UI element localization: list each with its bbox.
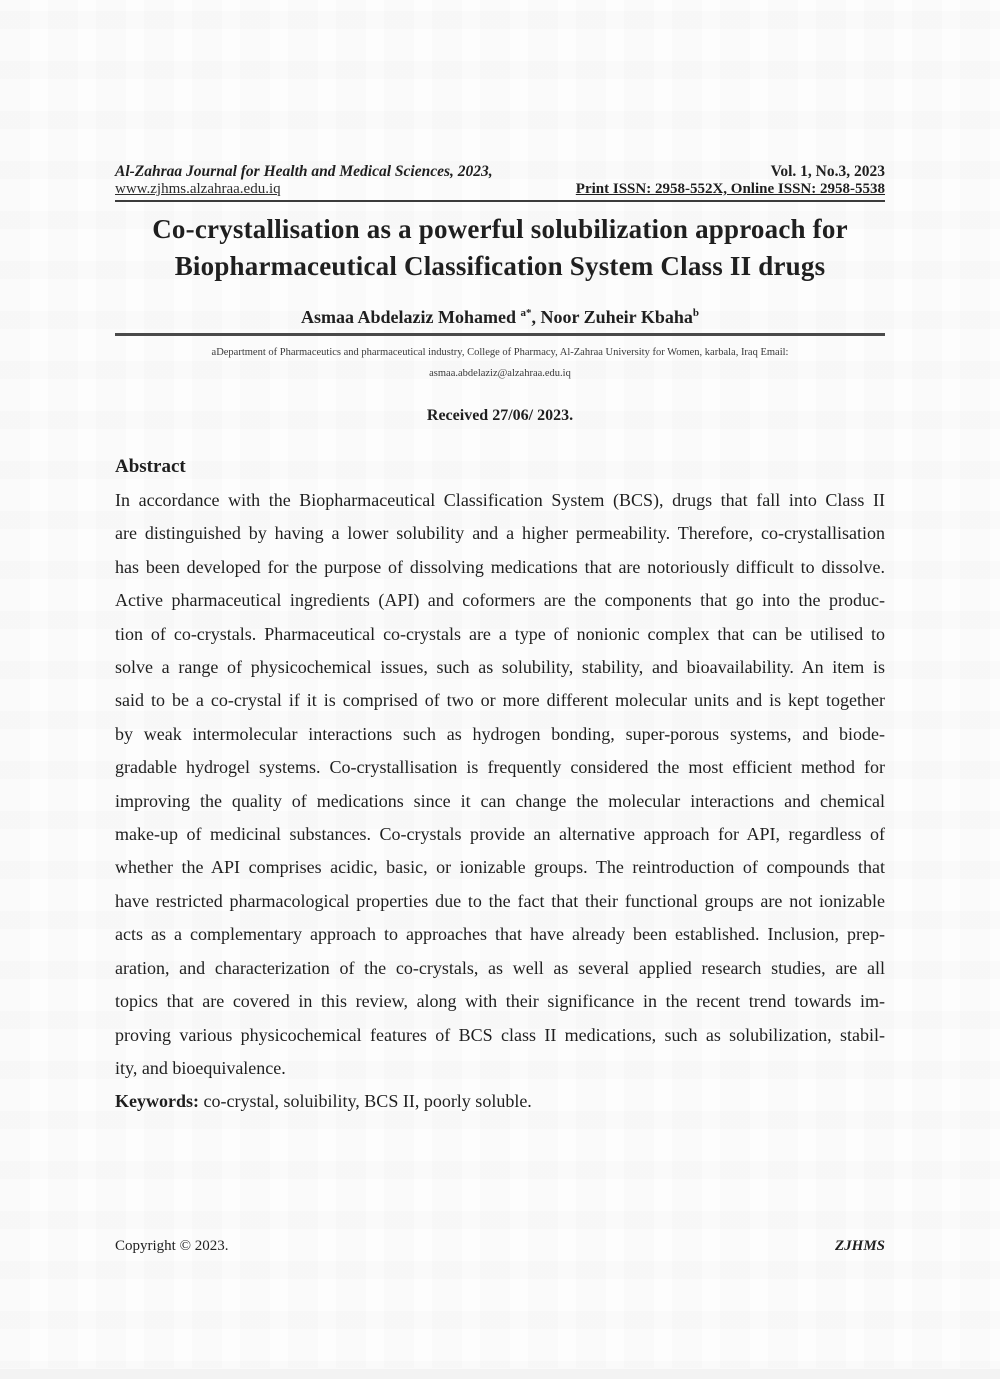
keywords-label: Keywords: [115,1091,199,1112]
article-title-line2: Biopharmaceutical Classification System Class II drugs [174,251,826,281]
article-title-line1: Co-crystallisation as a powerful solubilization approach for [152,214,848,244]
abstract-line: tion of co-crystals. Pharmaceutical co-crystals are a type of nonionic complex that can be utilised to [115,623,885,644]
author-1: Asmaa Abdelaziz Mohamed [301,307,521,327]
article-title [115,211,885,285]
abstract-line: topics that are covered in this review, along with their significance in the recent trend towards im- [115,991,885,1012]
author-1-superscript: a* [520,307,532,319]
abstract-line: gradable hydrogel systems. Co-crystallisation is frequently considered the most efficient method for [115,757,885,778]
journal-name: Al-Zahraa Journal for Health and Medical Sciences, 2023, [115,163,493,180]
copyright-notice: Copyright © 2023. [115,1238,229,1254]
keywords-line [115,1085,885,1118]
abstract-line: whether the API comprises acidic, basic, or ionizable groups. The reintroduction of compounds that [115,857,885,878]
authors-divider-rule [115,333,885,336]
journal-abbreviation: ZJHMS [834,1238,885,1254]
volume-issue: Vol. 1, No.3, 2023 [770,163,885,180]
abstract-line: solve a range of physicochemical issues, such as solubility, stability, and bioavailability. An item is [115,657,885,678]
affiliation-line: aDepartment of Pharmaceutics and pharmaceutical industry, College of Pharmacy, Al-Zahraa University for Women, karbala, Iraq Email: [211,347,789,358]
author-email: asmaa.abdelaziz@alzahraa.edu.iq [429,368,571,379]
abstract-line: make-up of medicinal substances. Co-crystals provide an alternative approach for API, regardless of [115,824,885,845]
abstract-line: said to be a co-crystal if it is comprised of two or more different molecular units and is kept together [115,690,885,711]
received-date: Received 27/06/ 2023. [426,407,574,424]
abstract-line: aration, and characterization of the co-crystals, as well as several applied research studies, are all [115,957,885,978]
abstract-line: ity, and bioequivalence. [115,1057,286,1078]
abstract-line: has been developed for the purpose of dissolving medications that are notoriously difficult to dissolve. [115,556,885,577]
page-content [115,0,885,1119]
journal-header-row1 [115,162,885,181]
abstract-line: In accordance with the Biopharmaceutical Classification System (BCS), drugs that fall into Class II [115,490,885,510]
abstract-line: proving various physicochemical features of BCS class II medications, such as solubilization, stabil- [115,1024,885,1045]
abstract-line: acts as a complementary approach to approaches that have already been established. Inclusion, prep- [115,924,885,945]
abstract-line: improving the quality of medications since it can change the molecular interactions and chemical [115,790,885,811]
abstract-body [115,484,885,1085]
abstract-heading: Abstract [115,456,186,477]
journal-website-link[interactable]: www.zjhms.alzahraa.edu.iq [115,181,281,197]
keywords-text: co-crystal, soluibility, BCS II, poorly soluble. [199,1091,532,1112]
author-2-superscript: b [692,307,699,319]
abstract-line: Active pharmaceutical ingredients (API) and coformers are the components that go into the produc- [115,590,885,611]
abstract-line: have restricted pharmacological properties due to the fact that their functional groups are not ionizable [115,890,885,911]
journal-header-row2 [115,181,885,202]
scan-edge-strip [0,1368,1000,1379]
author-2: , Noor Zuheir Kbaha [531,307,693,327]
issn-info: Print ISSN: 2958-552X, Online ISSN: 2958-5538 [575,181,885,197]
page-footer [115,1238,885,1255]
abstract-line: are distinguished by having a lower solubility and a higher permeability. Therefore, co-crystallisation [115,523,885,544]
authors-line [115,301,885,329]
abstract-line: by weak intermolecular interactions such as hydrogen bonding, super-porous systems, and biode- [115,723,885,744]
